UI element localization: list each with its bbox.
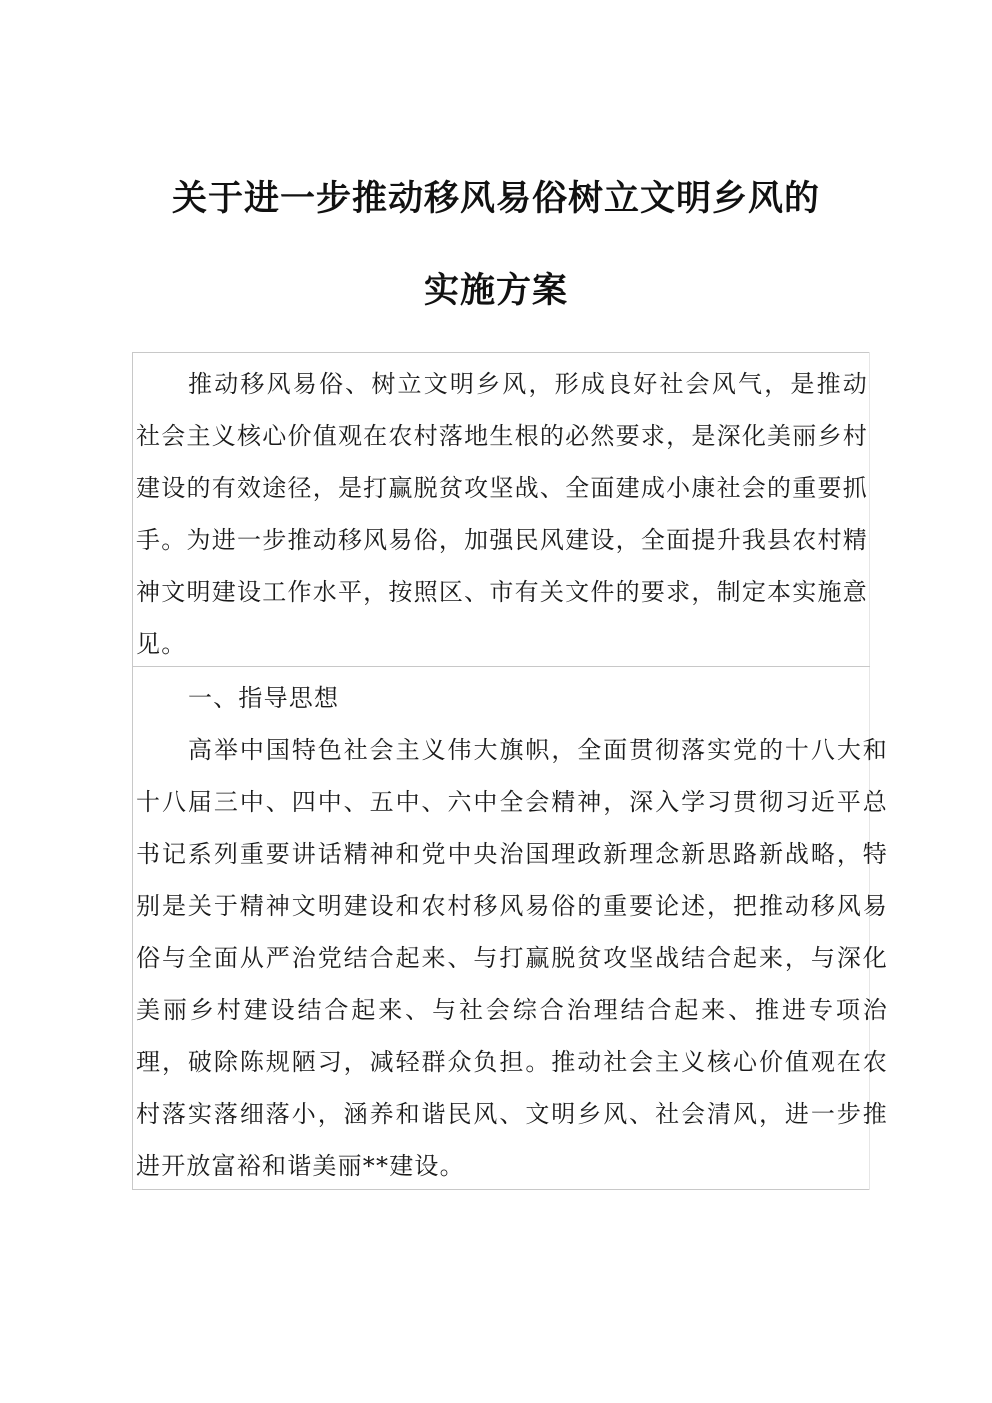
section-1-paragraph: 高举中国特色社会主义伟大旗帜，全面贯彻落实党的十八大和十八届三中、四中、五中、六中全会精神，深入学习贯彻习近平总书记系列重要讲话精神和党中央治国理政新理念新思路新战略，特别是关于精神文明建设和农村移风易俗的重要论述，把推动移风易俗与全面从严治党结合起来、与打赢脱贫攻坚战结合起来，与深化美丽乡村建设结合起来、与社会综合治理结合起来、推进专项治理，破除陈规陋习，减轻群众负担。推动社会主义核心价值观在农村落实落细落小，涵养和谐民风、文明乡风、社会清风，进一步推进开放富裕和谐美丽**建设。: [136, 736, 888, 1180]
intro-paragraph: 推动移风易俗、树立文明乡风，形成良好社会风气，是推动社会主义核心价值观在农村落地生根的必然要求，是深化美丽乡村建设的有效途径，是打赢脱贫攻坚战、全面建成小康社会的重要抓手。为进一步推动移风易俗，加强民风建设，全面提升我县农村精神文明建设工作水平，按照区、市有关文件的要求，制定本实施意见。: [136, 370, 868, 658]
section-1-heading: 一、指导思想: [188, 684, 340, 712]
document-title-line-2: 实施方案: [423, 271, 568, 311]
document-title-line-1: 关于进一步推动移风易俗树立文明乡风的: [171, 179, 820, 219]
